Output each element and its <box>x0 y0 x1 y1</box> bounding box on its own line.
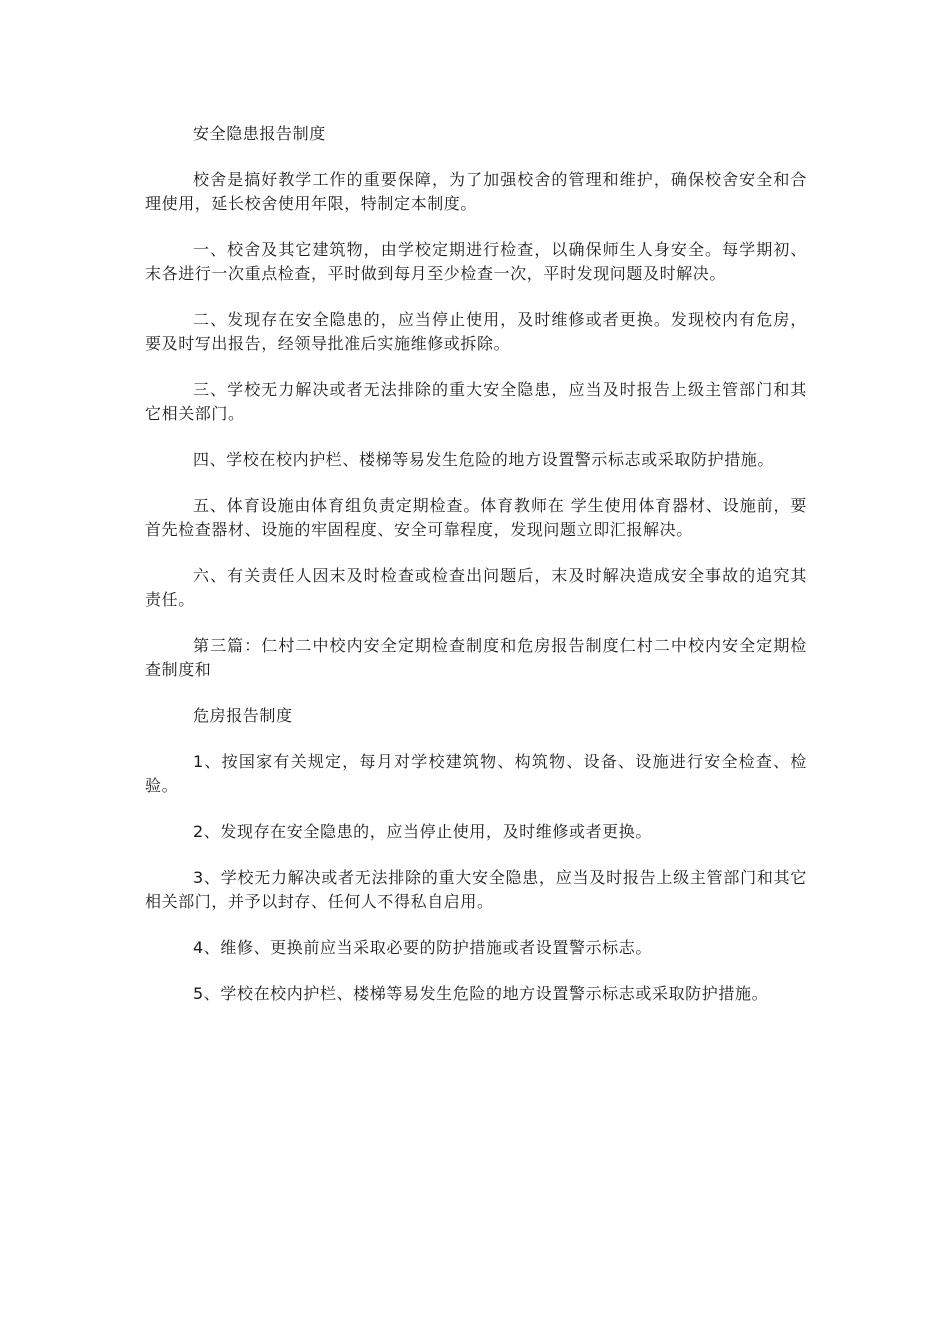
numbered-item-5: 5、学校在校内护栏、楼梯等易发生危险的地方设置警示标志或采取防护措施。 <box>193 984 769 1003</box>
numbered-item-4: 4、维修、更换前应当采取必要的防护措施或者设置警示标志。 <box>193 938 652 957</box>
numbered-item-2: 2、发现存在安全隐患的，应当停止使用，及时维修或者更换。 <box>193 822 652 841</box>
rule-paragraph-2: 二、发现存在安全隐患的，应当停止使用，及时维修或者更换。发现校内有危房，要及时写出报告，经领导批准后实施维修或拆除。 <box>145 310 807 353</box>
numbered-item-1: 1、按国家有关规定，每月对学校建筑物、构筑物、设备、设施进行安全检查、检验。 <box>145 752 807 795</box>
document-body <box>145 122 807 1028</box>
chapter-heading: 第三篇：仁村二中校内安全定期检查制度和危房报告制度仁村二中校内安全定期检查制度和 <box>145 636 807 679</box>
rule-paragraph-1: 一、校舍及其它建筑物，由学校定期进行检查，以确保师生人身安全。每学期初、末各进行一次重点检查，平时做到每月至少检查一次，平时发现问题及时解决。 <box>145 240 807 283</box>
intro-paragraph: 校舍是搞好教学工作的重要保障，为了加强校舍的管理和维护，确保校舍安全和合理使用，延长校舍使用年限，特制定本制度。 <box>145 170 807 213</box>
chapter-subheading: 危房报告制度 <box>193 706 293 725</box>
section-title: 安全隐患报告制度 <box>193 124 326 143</box>
rule-paragraph-6: 六、有关责任人因末及时检查或检查出问题后，末及时解决造成安全事故的追究其责任。 <box>145 566 807 609</box>
rule-paragraph-3: 三、学校无力解决或者无法排除的重大安全隐患，应当及时报告上级主管部门和其它相关部门。 <box>145 380 807 423</box>
numbered-item-3: 3、学校无力解决或者无法排除的重大安全隐患，应当及时报告上级主管部门和其它相关部门，并予以封存、任何人不得私自启用。 <box>145 868 807 911</box>
rule-paragraph-5: 五、体育设施由体育组负责定期检查。体育教师在 学生使用体育器材、设施前，要首先检查器材、设施的牢固程度、安全可靠程度，发现问题立即汇报解决。 <box>145 496 807 539</box>
rule-paragraph-4: 四、学校在校内护栏、楼梯等易发生危险的地方设置警示标志或采取防护措施。 <box>193 450 775 469</box>
